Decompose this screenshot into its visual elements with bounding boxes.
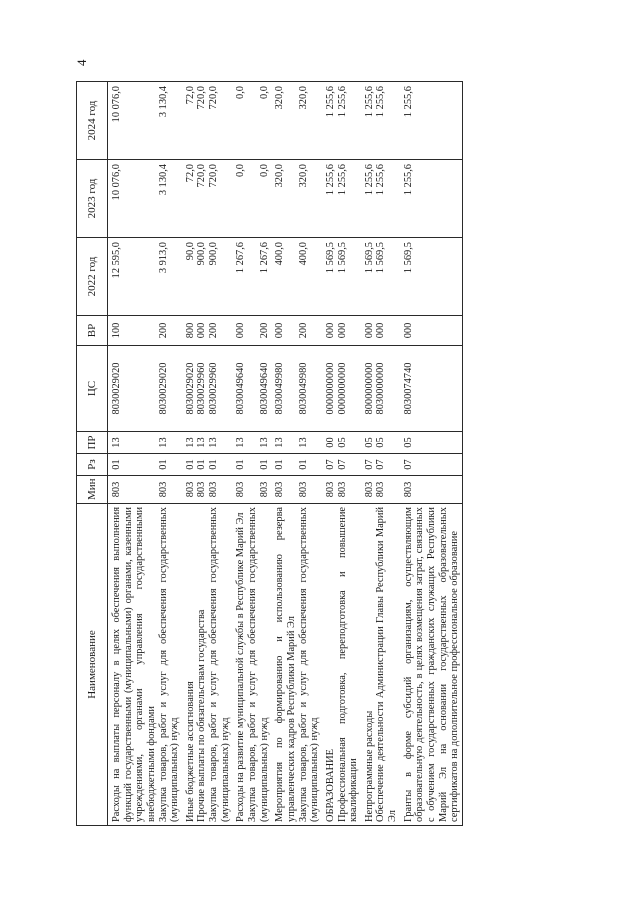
value-y2024: 720,0 xyxy=(196,86,208,110)
value-y2024: 1 255,6 xyxy=(363,86,375,118)
value-y2022: 1 569,5 xyxy=(324,242,336,274)
value-y2022: 1 569,5 xyxy=(402,242,414,274)
cell-min xyxy=(271,476,322,504)
table-row xyxy=(232,82,271,826)
value-pr: 13 xyxy=(235,437,247,448)
cell-cs xyxy=(108,346,182,432)
value-pr: 13 xyxy=(157,437,169,448)
item-name: Непрограммные расходы xyxy=(363,710,375,822)
value-pr: 13 xyxy=(274,437,286,448)
value-y2022: 1 267,6 xyxy=(258,242,270,274)
header-pr: ПР xyxy=(77,432,108,454)
value-rz: 07 xyxy=(375,459,387,470)
value-vr: 000 xyxy=(363,322,375,339)
value-vr: 000 xyxy=(274,322,286,339)
item-name: Закупка товаров, работ и услуг для обеспечения государственных (муниципальных) нужд xyxy=(247,507,270,822)
row-name-cell xyxy=(182,504,233,826)
value-y2023: 1 255,6 xyxy=(324,164,336,196)
value-y2022: 400,0 xyxy=(274,242,286,266)
value-rz: 01 xyxy=(208,459,220,470)
cell-y2023 xyxy=(232,160,271,238)
value-cs: 8030049980 xyxy=(297,362,309,415)
cell-y2023 xyxy=(322,160,361,238)
value-y2024: 320,0 xyxy=(297,86,309,110)
cell-y2024 xyxy=(271,82,322,160)
cell-y2023 xyxy=(182,160,233,238)
value-y2023: 1 255,6 xyxy=(402,164,414,196)
value-vr: 100 xyxy=(111,322,122,339)
cell-rz xyxy=(271,454,322,476)
row-name-cell xyxy=(400,504,463,826)
value-y2024: 10 076,0 xyxy=(111,86,122,123)
value-min: 803 xyxy=(184,481,196,498)
value-pr: 05 xyxy=(375,437,387,448)
value-y2024: 320,0 xyxy=(274,86,286,110)
cell-cs xyxy=(271,346,322,432)
value-cs: 8030000000 xyxy=(375,362,387,415)
value-y2023: 1 255,6 xyxy=(336,164,348,196)
cell-y2022 xyxy=(400,238,463,316)
cell-vr xyxy=(361,316,400,346)
cell-y2023 xyxy=(361,160,400,238)
value-y2022: 1 569,5 xyxy=(375,242,387,274)
value-y2024: 72,0 xyxy=(184,86,196,105)
value-cs: 0000000000 xyxy=(324,362,336,415)
item-name: Закупка товаров, работ и услуг для обеспечения государственных (муниципальных) нужд xyxy=(157,507,181,822)
value-min: 803 xyxy=(336,481,348,498)
value-y2023: 1 255,6 xyxy=(363,164,375,196)
value-min: 803 xyxy=(363,481,375,498)
value-vr: 000 xyxy=(235,322,247,339)
value-y2023: 720,0 xyxy=(208,164,220,188)
header-vr: ВР xyxy=(77,316,108,346)
cell-y2022 xyxy=(322,238,361,316)
item-name: Гранты в форме субсидий организациям, осуществляющим образовательную деятельность, в целях возмещения затрат, связанных с обучением государственных гражданских служащих Республики Марий Эл на основании государственных образовательных сертификатов на дополнительное профессиональное образование xyxy=(402,507,461,822)
value-y2023: 720,0 xyxy=(196,164,208,188)
value-vr: 200 xyxy=(297,322,309,339)
value-pr: 00 xyxy=(324,437,336,448)
item-name: Обеспечение деятельности Администрации Главы Республики Марий Эл xyxy=(375,507,399,822)
cell-vr xyxy=(108,316,182,346)
value-y2024: 0,0 xyxy=(258,86,270,99)
value-vr: 200 xyxy=(208,322,220,339)
value-min: 803 xyxy=(402,481,414,498)
value-vr: 000 xyxy=(324,322,336,339)
value-y2024: 1 255,6 xyxy=(336,86,348,118)
cell-min xyxy=(232,476,271,504)
table-row xyxy=(400,82,463,826)
item-name: ОБРАЗОВАНИЕ xyxy=(324,748,336,822)
value-y2022: 12 595,0 xyxy=(111,242,122,279)
value-rz: 07 xyxy=(324,459,336,470)
value-rz: 01 xyxy=(196,459,208,470)
value-pr: 13 xyxy=(297,437,309,448)
value-pr: 05 xyxy=(402,437,414,448)
value-y2024: 1 255,6 xyxy=(324,86,336,118)
value-y2022: 3 913,0 xyxy=(157,242,169,274)
value-y2023: 320,0 xyxy=(297,164,309,188)
value-vr: 200 xyxy=(258,322,270,339)
value-vr: 000 xyxy=(402,322,414,339)
value-cs: 8030029020 xyxy=(184,362,196,415)
value-rz: 01 xyxy=(111,459,122,470)
header-2023: 2023 год xyxy=(77,160,108,238)
value-vr: 200 xyxy=(157,322,169,339)
value-min: 803 xyxy=(297,481,309,498)
value-y2024: 1 255,6 xyxy=(402,86,414,118)
cell-pr xyxy=(400,432,463,454)
cell-min xyxy=(400,476,463,504)
value-min: 803 xyxy=(375,481,387,498)
cell-pr xyxy=(271,432,322,454)
value-min: 803 xyxy=(258,481,270,498)
value-vr: 000 xyxy=(336,322,348,339)
table-row xyxy=(322,82,361,826)
value-vr: 000 xyxy=(196,322,208,339)
item-name: Расходы на выплаты персоналу в целях обеспечения выполнения функций государственными (муниципальными) органами, казенными учреждениями, органами управления государственными внебюджетными фондами xyxy=(111,507,157,822)
item-name: Расходы на развитие муниципальной службы в Республике Марий Эл xyxy=(235,512,247,822)
cell-cs xyxy=(182,346,233,432)
header-rz: Рз xyxy=(77,454,108,476)
value-min: 803 xyxy=(208,481,220,498)
value-pr: 13 xyxy=(111,437,122,448)
value-y2022: 1 569,5 xyxy=(336,242,348,274)
value-cs: 8030074740 xyxy=(402,362,414,415)
value-rz: 07 xyxy=(402,459,414,470)
header-name: Наименование xyxy=(77,504,108,826)
table-row xyxy=(108,82,182,826)
value-y2023: 320,0 xyxy=(274,164,286,188)
value-pr: 13 xyxy=(196,437,208,448)
cell-y2023 xyxy=(271,160,322,238)
value-y2022: 400,0 xyxy=(297,242,309,266)
value-rz: 01 xyxy=(274,459,286,470)
item-name: Мероприятия по формированию и использованию резерва управленческих кадров Республики Марий Эл xyxy=(274,507,297,822)
value-y2024: 720,0 xyxy=(208,86,220,110)
rotated-content xyxy=(68,59,628,836)
value-pr: 13 xyxy=(208,437,220,448)
value-cs: 8030029960 xyxy=(196,362,208,415)
value-vr: 800 xyxy=(184,322,196,339)
cell-vr xyxy=(182,316,233,346)
value-pr: 13 xyxy=(184,437,196,448)
value-cs: 8030029020 xyxy=(157,362,169,415)
cell-y2023 xyxy=(108,160,182,238)
value-rz: 07 xyxy=(336,459,348,470)
cell-y2024 xyxy=(322,82,361,160)
header-2024: 2024 год xyxy=(77,82,108,160)
table-row xyxy=(271,82,322,826)
cell-y2023 xyxy=(400,160,463,238)
value-cs: 8030029020 xyxy=(111,362,122,415)
value-y2022: 1 267,6 xyxy=(235,242,247,274)
cell-vr xyxy=(232,316,271,346)
cell-cs xyxy=(322,346,361,432)
cell-vr xyxy=(271,316,322,346)
cell-y2022 xyxy=(361,238,400,316)
cell-y2022 xyxy=(108,238,182,316)
value-pr: 13 xyxy=(258,437,270,448)
value-y2022: 90,0 xyxy=(184,242,196,261)
row-name-cell xyxy=(322,504,361,826)
value-rz: 01 xyxy=(258,459,270,470)
cell-cs xyxy=(232,346,271,432)
value-y2024: 0,0 xyxy=(235,86,247,99)
cell-y2024 xyxy=(182,82,233,160)
value-min: 803 xyxy=(274,481,286,498)
row-name-cell xyxy=(361,504,400,826)
value-vr: 000 xyxy=(375,322,387,339)
table-row xyxy=(182,82,233,826)
value-y2022: 900,0 xyxy=(196,242,208,266)
value-y2023: 72,0 xyxy=(184,164,196,183)
value-y2022: 900,0 xyxy=(208,242,220,266)
cell-y2024 xyxy=(400,82,463,160)
header-cs: ЦС xyxy=(77,346,108,432)
value-pr: 05 xyxy=(336,437,348,448)
header-min: Мин xyxy=(77,476,108,504)
cell-rz xyxy=(361,454,400,476)
value-min: 803 xyxy=(157,481,169,498)
cell-min xyxy=(322,476,361,504)
cell-vr xyxy=(322,316,361,346)
cell-pr xyxy=(108,432,182,454)
cell-pr xyxy=(232,432,271,454)
value-y2023: 3 130,4 xyxy=(157,164,169,196)
row-name-cell xyxy=(271,504,322,826)
value-y2023: 10 076,0 xyxy=(111,164,122,201)
value-rz: 07 xyxy=(363,459,375,470)
cell-rz xyxy=(232,454,271,476)
row-name-cell xyxy=(232,504,271,826)
cell-cs xyxy=(400,346,463,432)
value-cs: 0000000000 xyxy=(336,362,348,415)
cell-rz xyxy=(182,454,233,476)
value-y2024: 3 130,4 xyxy=(157,86,169,118)
item-name: Закупка товаров, работ и услуг для обеспечения государственных (муниципальных) нужд xyxy=(297,507,321,822)
cell-pr xyxy=(322,432,361,454)
cell-y2022 xyxy=(182,238,233,316)
value-y2023: 0,0 xyxy=(235,164,247,177)
cell-y2022 xyxy=(232,238,271,316)
cell-y2024 xyxy=(232,82,271,160)
cell-pr xyxy=(182,432,233,454)
value-pr: 05 xyxy=(363,437,375,448)
budget-table xyxy=(76,81,463,826)
value-y2022: 1 569,5 xyxy=(363,242,375,274)
cell-y2024 xyxy=(361,82,400,160)
value-min: 803 xyxy=(235,481,247,498)
value-cs: 8030049980 xyxy=(274,362,286,415)
value-min: 803 xyxy=(111,481,122,498)
table-row xyxy=(361,82,400,826)
value-min: 803 xyxy=(324,481,336,498)
header-2022: 2022 год xyxy=(77,238,108,316)
row-name-cell xyxy=(108,504,182,826)
cell-y2024 xyxy=(108,82,182,160)
item-name: Иные бюджетные ассигнования xyxy=(184,681,196,822)
cell-pr xyxy=(361,432,400,454)
cell-rz xyxy=(108,454,182,476)
value-rz: 01 xyxy=(184,459,196,470)
cell-min xyxy=(361,476,400,504)
cell-rz xyxy=(400,454,463,476)
cell-rz xyxy=(322,454,361,476)
table-body xyxy=(108,82,463,826)
cell-min xyxy=(182,476,233,504)
value-rz: 01 xyxy=(157,459,169,470)
item-name: Закупка товаров, работ и услуг для обеспечения государственных (муниципальных) нужд xyxy=(208,507,231,822)
value-cs: 8030049640 xyxy=(258,362,270,415)
value-cs: 8030029960 xyxy=(208,362,220,415)
cell-y2022 xyxy=(271,238,322,316)
value-y2023: 0,0 xyxy=(258,164,270,177)
cell-min xyxy=(108,476,182,504)
value-y2024: 1 255,6 xyxy=(375,86,387,118)
cell-cs xyxy=(361,346,400,432)
value-cs: 8000000000 xyxy=(363,362,375,415)
value-rz: 01 xyxy=(297,459,309,470)
value-min: 803 xyxy=(196,481,208,498)
value-cs: 8030049640 xyxy=(235,362,247,415)
cell-vr xyxy=(400,316,463,346)
page-number: 4 xyxy=(74,59,89,66)
value-y2023: 1 255,6 xyxy=(375,164,387,196)
item-name: Прочие выплаты по обязательствам государства xyxy=(196,609,208,822)
table-header-row xyxy=(77,82,108,826)
item-name: Профессиональная подготовка, переподготовка и повышение квалификации xyxy=(336,507,360,822)
value-rz: 01 xyxy=(235,459,247,470)
